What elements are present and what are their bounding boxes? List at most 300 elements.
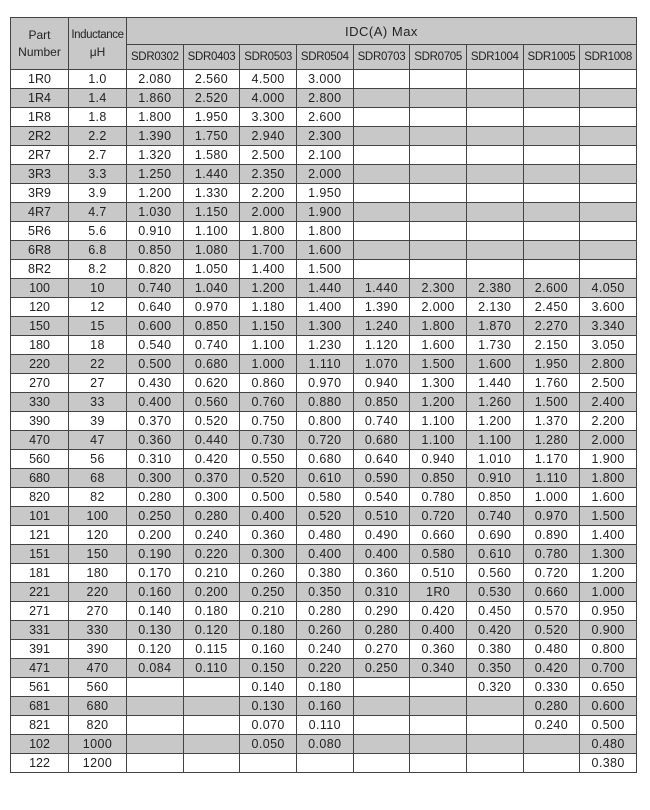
idc-value-cell: [410, 241, 467, 260]
idc-value-cell: [580, 127, 637, 146]
idc-value-cell: 1.100: [410, 431, 467, 450]
idc-value-cell: [523, 127, 580, 146]
idc-value-cell: [410, 89, 467, 108]
idc-value-cell: 0.910: [466, 469, 523, 488]
idc-value-cell: 0.280: [127, 488, 184, 507]
idc-value-cell: 1.000: [580, 583, 637, 602]
idc-value-cell: 1.500: [296, 260, 353, 279]
inductance-cell: 120: [69, 526, 127, 545]
table-row: [11, 108, 637, 127]
idc-value-cell: 1.230: [296, 336, 353, 355]
series-header-sdr0302: SDR0302: [127, 45, 184, 70]
idc-value-cell: 1.300: [410, 374, 467, 393]
table-row: [11, 412, 637, 431]
idc-value-cell: [183, 735, 240, 754]
inductance-cell: 8.2: [69, 260, 127, 279]
idc-value-cell: [523, 70, 580, 89]
idc-value-cell: 2.500: [240, 146, 297, 165]
idc-value-cell: [410, 260, 467, 279]
idc-value-cell: 0.500: [127, 355, 184, 374]
series-header-sdr0705: SDR0705: [410, 45, 467, 70]
idc-value-cell: 2.520: [183, 89, 240, 108]
idc-value-cell: [353, 165, 410, 184]
idc-value-cell: [523, 754, 580, 773]
idc-value-cell: 0.580: [296, 488, 353, 507]
part-number-cell: 1R8: [11, 108, 69, 127]
idc-value-cell: 0.110: [183, 659, 240, 678]
idc-value-cell: 1.950: [183, 108, 240, 127]
idc-value-cell: 1.750: [183, 127, 240, 146]
idc-value-cell: 0.360: [127, 431, 184, 450]
idc-value-cell: [353, 146, 410, 165]
idc-value-cell: 0.540: [127, 336, 184, 355]
inductance-header: [69, 18, 127, 70]
idc-value-cell: 0.420: [183, 450, 240, 469]
idc-value-cell: 1.300: [580, 545, 637, 564]
idc-value-cell: 0.520: [296, 507, 353, 526]
idc-value-cell: 0.560: [466, 564, 523, 583]
idc-value-cell: [410, 716, 467, 735]
table-row: [11, 507, 637, 526]
idc-value-cell: 0.160: [127, 583, 184, 602]
idc-value-cell: [466, 697, 523, 716]
table-row: [11, 393, 637, 412]
idc-value-cell: 0.680: [183, 355, 240, 374]
table-row: [11, 659, 637, 678]
idc-value-cell: 0.340: [410, 659, 467, 678]
idc-value-cell: 0.120: [183, 621, 240, 640]
idc-value-cell: [353, 127, 410, 146]
idc-value-cell: 1.800: [127, 108, 184, 127]
inductance-cell: 10: [69, 279, 127, 298]
table-row: [11, 127, 637, 146]
part-number-cell: 102: [11, 735, 69, 754]
idc-value-cell: 0.400: [127, 393, 184, 412]
idc-value-cell: 0.850: [466, 488, 523, 507]
idc-value-cell: 1.800: [580, 469, 637, 488]
idc-value-cell: 0.490: [353, 526, 410, 545]
idc-value-cell: 3.300: [240, 108, 297, 127]
table-row: [11, 488, 637, 507]
idc-value-cell: 0.190: [127, 545, 184, 564]
idc-value-cell: 4.500: [240, 70, 297, 89]
idc-value-cell: 1.600: [580, 488, 637, 507]
idc-value-cell: [240, 754, 297, 773]
idc-value-cell: 2.200: [240, 184, 297, 203]
idc-value-cell: 0.210: [183, 564, 240, 583]
idc-value-cell: 1.400: [296, 298, 353, 317]
idc-value-cell: 0.270: [353, 640, 410, 659]
idc-value-cell: 0.360: [410, 640, 467, 659]
idc-value-cell: 1.800: [410, 317, 467, 336]
idc-value-cell: 0.720: [296, 431, 353, 450]
idc-max-header: IDC(A) Max: [127, 18, 637, 45]
inductance-cell: 27: [69, 374, 127, 393]
part-number-cell: 3R3: [11, 165, 69, 184]
inductance-cell: 4.7: [69, 203, 127, 222]
table-row: [11, 697, 637, 716]
idc-value-cell: 0.400: [353, 545, 410, 564]
table-row: [11, 640, 637, 659]
idc-value-cell: [127, 697, 184, 716]
idc-value-cell: [523, 222, 580, 241]
inductance-cell: 1000: [69, 735, 127, 754]
idc-value-cell: [183, 716, 240, 735]
idc-value-cell: 1.100: [183, 222, 240, 241]
idc-value-cell: 0.110: [296, 716, 353, 735]
inductance-cell: 180: [69, 564, 127, 583]
idc-value-cell: 0.510: [353, 507, 410, 526]
idc-value-cell: 0.180: [240, 621, 297, 640]
idc-value-cell: 1.000: [240, 355, 297, 374]
idc-value-cell: 0.500: [240, 488, 297, 507]
idc-value-cell: 0.970: [523, 507, 580, 526]
idc-value-cell: [410, 146, 467, 165]
inductance-cell: 1.8: [69, 108, 127, 127]
idc-value-cell: [410, 678, 467, 697]
idc-value-cell: 1.200: [466, 412, 523, 431]
idc-value-cell: 0.070: [240, 716, 297, 735]
idc-value-cell: 1.600: [296, 241, 353, 260]
idc-value-cell: 1.200: [410, 393, 467, 412]
idc-value-cell: [580, 260, 637, 279]
idc-value-cell: 0.400: [410, 621, 467, 640]
idc-value-cell: 1.300: [296, 317, 353, 336]
part-number-header: Part Number: [11, 18, 69, 70]
idc-value-cell: [353, 754, 410, 773]
idc-value-cell: [353, 184, 410, 203]
idc-value-cell: 1.330: [183, 184, 240, 203]
idc-value-cell: [580, 241, 637, 260]
idc-value-cell: 1.500: [580, 507, 637, 526]
inductance-cell: 56: [69, 450, 127, 469]
idc-value-cell: 0.120: [127, 640, 184, 659]
idc-value-cell: 0.620: [183, 374, 240, 393]
idc-value-cell: [410, 203, 467, 222]
inductance-cell: 1200: [69, 754, 127, 773]
table-row: [11, 754, 637, 773]
idc-value-cell: [466, 735, 523, 754]
inductance-cell: 1.0: [69, 70, 127, 89]
idc-value-cell: [580, 70, 637, 89]
series-header-sdr0503: SDR0503: [240, 45, 297, 70]
idc-value-cell: 1.950: [296, 184, 353, 203]
table-row: [11, 70, 637, 89]
table-row: [11, 564, 637, 583]
idc-value-cell: 2.000: [580, 431, 637, 450]
idc-value-cell: 0.660: [523, 583, 580, 602]
part-number-cell: 331: [11, 621, 69, 640]
idc-value-cell: [410, 754, 467, 773]
idc-value-cell: 3.050: [580, 336, 637, 355]
idc-value-cell: 1.100: [466, 431, 523, 450]
idc-value-cell: 0.084: [127, 659, 184, 678]
idc-value-cell: 0.890: [523, 526, 580, 545]
idc-value-cell: 0.760: [240, 393, 297, 412]
idc-value-cell: 0.260: [240, 564, 297, 583]
idc-value-cell: [580, 203, 637, 222]
idc-value-cell: 0.280: [523, 697, 580, 716]
inductance-cell: 82: [69, 488, 127, 507]
idc-value-cell: 0.640: [127, 298, 184, 317]
table-row: [11, 203, 637, 222]
idc-value-cell: 0.480: [580, 735, 637, 754]
idc-value-cell: 0.560: [183, 393, 240, 412]
idc-value-cell: 0.800: [296, 412, 353, 431]
idc-value-cell: 1.760: [523, 374, 580, 393]
idc-value-cell: [183, 678, 240, 697]
inductance-cell: 100: [69, 507, 127, 526]
idc-value-cell: 1.860: [127, 89, 184, 108]
idc-value-cell: 1.180: [240, 298, 297, 317]
idc-value-cell: [183, 754, 240, 773]
idc-value-cell: [353, 678, 410, 697]
part-number-cell: 4R7: [11, 203, 69, 222]
idc-value-cell: 3.340: [580, 317, 637, 336]
idc-value-cell: [523, 108, 580, 127]
idc-value-cell: 0.240: [523, 716, 580, 735]
idc-value-cell: 0.320: [466, 678, 523, 697]
idc-value-cell: [296, 754, 353, 773]
idc-value-cell: [466, 716, 523, 735]
idc-value-cell: 2.500: [580, 374, 637, 393]
idc-value-cell: 0.530: [466, 583, 523, 602]
idc-value-cell: [353, 260, 410, 279]
idc-value-cell: 2.560: [183, 70, 240, 89]
idc-value-cell: 0.740: [466, 507, 523, 526]
part-number-cell: 100: [11, 279, 69, 298]
table-row: [11, 678, 637, 697]
idc-value-cell: 0.610: [466, 545, 523, 564]
idc-value-cell: [353, 70, 410, 89]
idc-value-cell: 0.250: [240, 583, 297, 602]
idc-value-cell: 1.110: [296, 355, 353, 374]
idc-value-cell: 0.450: [466, 602, 523, 621]
idc-value-cell: 2.100: [296, 146, 353, 165]
idc-value-cell: 1.500: [410, 355, 467, 374]
idc-value-cell: 2.300: [296, 127, 353, 146]
idc-value-cell: 0.690: [466, 526, 523, 545]
part-number-cell: 270: [11, 374, 69, 393]
idc-value-cell: [410, 127, 467, 146]
idc-value-cell: 1.390: [127, 127, 184, 146]
idc-value-cell: 0.430: [127, 374, 184, 393]
idc-value-cell: [466, 203, 523, 222]
idc-value-cell: [466, 241, 523, 260]
idc-value-cell: 1.600: [410, 336, 467, 355]
part-number-cell: 820: [11, 488, 69, 507]
idc-value-cell: 2.350: [240, 165, 297, 184]
table-row: [11, 621, 637, 640]
idc-value-cell: 0.130: [240, 697, 297, 716]
inductance-cell: 15: [69, 317, 127, 336]
idc-value-cell: 0.440: [183, 431, 240, 450]
idc-value-cell: 0.250: [127, 507, 184, 526]
idc-value-cell: [580, 165, 637, 184]
table-row: [11, 336, 637, 355]
idc-value-cell: 0.140: [127, 602, 184, 621]
idc-value-cell: 0.740: [127, 279, 184, 298]
idc-value-cell: 0.240: [296, 640, 353, 659]
idc-value-cell: 1.110: [523, 469, 580, 488]
idc-value-cell: 0.740: [183, 336, 240, 355]
idc-value-cell: [127, 754, 184, 773]
part-number-cell: 120: [11, 298, 69, 317]
idc-value-cell: 0.380: [466, 640, 523, 659]
idc-value-cell: [410, 697, 467, 716]
idc-value-cell: 0.350: [466, 659, 523, 678]
idc-value-cell: [523, 203, 580, 222]
idc-value-cell: 1.030: [127, 203, 184, 222]
part-number-cell: 3R9: [11, 184, 69, 203]
idc-value-cell: [353, 716, 410, 735]
idc-value-cell: 2.150: [523, 336, 580, 355]
part-number-cell: 821: [11, 716, 69, 735]
idc-value-cell: [410, 184, 467, 203]
idc-value-cell: [127, 716, 184, 735]
idc-value-cell: 0.700: [580, 659, 637, 678]
part-number-cell: 330: [11, 393, 69, 412]
idc-value-cell: [353, 241, 410, 260]
idc-value-cell: 1.260: [466, 393, 523, 412]
idc-value-cell: 0.180: [296, 678, 353, 697]
table-row: [11, 735, 637, 754]
idc-value-cell: 1.000: [523, 488, 580, 507]
idc-value-cell: [410, 165, 467, 184]
idc-value-cell: 0.310: [353, 583, 410, 602]
inductance-cell: 820: [69, 716, 127, 735]
series-header-sdr0703: SDR0703: [353, 45, 410, 70]
idc-value-cell: 0.150: [240, 659, 297, 678]
inductance-cell: 3.9: [69, 184, 127, 203]
idc-value-cell: 0.680: [296, 450, 353, 469]
inductance-cell: 6.8: [69, 241, 127, 260]
idc-value-cell: [353, 108, 410, 127]
idc-value-cell: 1.100: [240, 336, 297, 355]
idc-value-cell: [183, 697, 240, 716]
idc-value-cell: 1.320: [127, 146, 184, 165]
part-number-cell: 680: [11, 469, 69, 488]
idc-value-cell: 0.970: [183, 298, 240, 317]
idc-value-cell: [580, 222, 637, 241]
idc-value-cell: 0.380: [296, 564, 353, 583]
idc-value-cell: 0.350: [296, 583, 353, 602]
idc-value-cell: 1.390: [353, 298, 410, 317]
idc-value-cell: 2.600: [296, 108, 353, 127]
idc-value-cell: 4.050: [580, 279, 637, 298]
table-row: [11, 526, 637, 545]
part-number-cell: 1R4: [11, 89, 69, 108]
inductance-cell: 680: [69, 697, 127, 716]
series-header-sdr0403: SDR0403: [183, 45, 240, 70]
idc-value-cell: 2.000: [240, 203, 297, 222]
part-number-cell: 122: [11, 754, 69, 773]
idc-value-cell: [466, 260, 523, 279]
part-number-cell: 561: [11, 678, 69, 697]
idc-value-cell: [353, 89, 410, 108]
idc-value-cell: 0.820: [127, 260, 184, 279]
idc-value-cell: 0.900: [580, 621, 637, 640]
idc-value-cell: 2.000: [410, 298, 467, 317]
idc-value-cell: 0.850: [410, 469, 467, 488]
inductance-cell: 470: [69, 659, 127, 678]
inductance-cell: 18: [69, 336, 127, 355]
idc-value-cell: 0.250: [353, 659, 410, 678]
idc-value-cell: 0.660: [410, 526, 467, 545]
idc-value-cell: 1.440: [466, 374, 523, 393]
inductance-cell: 560: [69, 678, 127, 697]
inductance-cell: 68: [69, 469, 127, 488]
idc-value-cell: 1.080: [183, 241, 240, 260]
idc-value-cell: [410, 222, 467, 241]
idc-value-cell: [580, 184, 637, 203]
idc-value-cell: 0.520: [183, 412, 240, 431]
idc-value-cell: 1.200: [580, 564, 637, 583]
table-row: [11, 374, 637, 393]
idc-value-cell: 0.220: [296, 659, 353, 678]
idc-value-cell: 1.070: [353, 355, 410, 374]
idc-value-cell: 1.950: [523, 355, 580, 374]
idc-value-cell: 1.870: [466, 317, 523, 336]
idc-value-cell: 0.570: [523, 602, 580, 621]
idc-value-cell: 0.370: [183, 469, 240, 488]
idc-value-cell: 0.910: [127, 222, 184, 241]
idc-value-cell: 1.800: [240, 222, 297, 241]
idc-value-cell: 0.480: [296, 526, 353, 545]
idc-value-cell: [523, 184, 580, 203]
idc-value-cell: 1.200: [240, 279, 297, 298]
idc-value-cell: 1.800: [296, 222, 353, 241]
idc-value-cell: 0.300: [183, 488, 240, 507]
idc-value-cell: 0.420: [523, 659, 580, 678]
table-row: [11, 716, 637, 735]
idc-value-cell: 2.450: [523, 298, 580, 317]
idc-value-cell: 1.900: [296, 203, 353, 222]
idc-value-cell: 0.330: [523, 678, 580, 697]
idc-value-cell: 1.500: [523, 393, 580, 412]
idc-value-cell: 1.120: [353, 336, 410, 355]
idc-value-cell: 2.000: [296, 165, 353, 184]
table-row: [11, 184, 637, 203]
idc-value-cell: [523, 89, 580, 108]
idc-value-cell: 1.010: [466, 450, 523, 469]
idc-value-cell: 1.440: [183, 165, 240, 184]
idc-value-cell: [523, 165, 580, 184]
part-number-cell: 271: [11, 602, 69, 621]
idc-value-cell: [466, 89, 523, 108]
idc-value-cell: 1.370: [523, 412, 580, 431]
idc-value-cell: 0.640: [353, 450, 410, 469]
idc-value-cell: 0.940: [353, 374, 410, 393]
idc-value-cell: 1.200: [127, 184, 184, 203]
idc-value-cell: 0.720: [410, 507, 467, 526]
idc-value-cell: 1.400: [240, 260, 297, 279]
idc-value-cell: [466, 70, 523, 89]
idc-value-cell: 1.280: [523, 431, 580, 450]
idc-value-cell: 1.900: [580, 450, 637, 469]
part-number-cell: 471: [11, 659, 69, 678]
idc-value-cell: 4.000: [240, 89, 297, 108]
idc-value-cell: 1.700: [240, 241, 297, 260]
idc-value-cell: [410, 70, 467, 89]
idc-value-cell: 0.680: [353, 431, 410, 450]
idc-value-cell: 0.540: [353, 488, 410, 507]
part-number-cell: 5R6: [11, 222, 69, 241]
idc-value-cell: [410, 108, 467, 127]
table-row: [11, 279, 637, 298]
idc-value-cell: [466, 222, 523, 241]
idc-value-cell: 2.800: [580, 355, 637, 374]
